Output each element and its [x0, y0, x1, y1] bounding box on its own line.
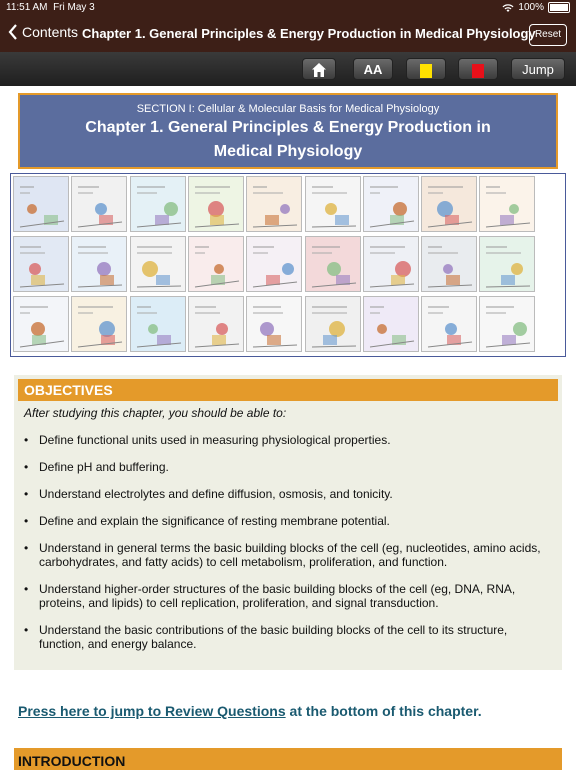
figure-thumbnail[interactable]	[130, 296, 186, 352]
figure-thumbnail[interactable]	[479, 236, 535, 292]
figure-thumbnail[interactable]	[71, 176, 127, 232]
objectives-box	[14, 375, 562, 670]
figure-thumbnail[interactable]	[479, 176, 535, 232]
figure-thumbnail[interactable]	[13, 296, 69, 352]
figure-thumbnail[interactable]	[421, 176, 477, 232]
objectives-heading: OBJECTIVES	[18, 379, 558, 401]
font-size-button[interactable]	[353, 58, 393, 80]
page-title: Chapter 1. General Principles & Energy Production in Medical Physiology	[82, 26, 536, 41]
font-size-label: AA	[363, 62, 383, 77]
figure-thumbnail[interactable]	[305, 176, 361, 232]
objectives-intro: After studying this chapter, you should be able to:	[24, 406, 287, 420]
introduction-heading-bar	[14, 748, 562, 770]
wifi-icon	[502, 3, 514, 13]
figure-thumbnail[interactable]	[363, 236, 419, 292]
figure-thumbnail[interactable]	[421, 236, 477, 292]
objectives-list	[24, 433, 554, 664]
figure-thumbnail[interactable]	[363, 296, 419, 352]
objective-item: • Understand in general terms the basic building blocks of the cell (eg, nucleotides, amino acids, carbohydrates, and fatty acids) to cell metabolism, proliferation, and function.	[24, 541, 554, 569]
chevron-left-icon	[8, 24, 18, 40]
review-questions-line	[18, 703, 482, 719]
red-swatch-icon	[472, 64, 484, 78]
home-icon	[311, 62, 327, 78]
figure-thumbnail[interactable]	[130, 236, 186, 292]
review-questions-suffix: at the bottom of this chapter.	[285, 703, 482, 719]
figure-thumbnail[interactable]	[188, 296, 244, 352]
figure-thumbnail[interactable]	[13, 236, 69, 292]
figure-thumbnail[interactable]	[363, 176, 419, 232]
status-right	[502, 2, 570, 13]
reset-button[interactable]: Reset	[529, 24, 567, 46]
objective-item: • Understand the basic contributions of the basic building blocks of the cell to its structure, function, and energy balance.	[24, 623, 554, 651]
jump-label: Jump	[522, 62, 554, 77]
figure-thumbnail[interactable]	[421, 296, 477, 352]
battery-icon	[548, 2, 570, 13]
back-button[interactable]	[8, 24, 78, 40]
highlight-yellow-button[interactable]	[406, 58, 446, 80]
status-bar	[0, 0, 576, 16]
objective-item: • Define pH and buffering.	[24, 460, 554, 474]
chapter-header	[18, 93, 558, 169]
chapter-title-line1: Chapter 1. General Principles & Energy Production in	[85, 119, 491, 136]
back-label: Contents	[22, 24, 79, 40]
objective-item: • Understand electrolytes and define diffusion, osmosis, and tonicity.	[24, 487, 554, 501]
toolbar	[0, 52, 576, 86]
chapter-title-line2: Medical Physiology	[213, 143, 363, 160]
introduction-heading: INTRODUCTION	[18, 753, 126, 769]
figure-thumbnail-grid	[10, 173, 566, 357]
objective-item: • Understand higher-order structures of the basic building blocks of the cell (eg, DNA, RNA, proteins, and lipids) to cell replication, proliferation, and signal transduction.	[24, 582, 554, 610]
figure-thumbnail[interactable]	[71, 236, 127, 292]
figure-thumbnail[interactable]	[130, 176, 186, 232]
figure-thumbnail[interactable]	[71, 296, 127, 352]
figure-thumbnail[interactable]	[246, 236, 302, 292]
review-questions-link[interactable]: Press here to jump to Review Questions	[18, 703, 286, 719]
highlight-red-button[interactable]	[458, 58, 498, 80]
figure-thumbnail[interactable]	[305, 236, 361, 292]
figure-thumbnail[interactable]	[479, 296, 535, 352]
jump-button[interactable]	[511, 58, 565, 80]
figure-thumbnail[interactable]	[13, 176, 69, 232]
figure-thumbnail[interactable]	[246, 296, 302, 352]
nav-bar	[0, 16, 576, 52]
section-subtitle: SECTION I: Cellular & Molecular Basis for Medical Physiology	[136, 103, 440, 115]
battery-percent: 100%	[518, 2, 544, 13]
yellow-swatch-icon	[420, 64, 432, 78]
figure-thumbnail[interactable]	[305, 296, 361, 352]
figure-thumbnail[interactable]	[188, 236, 244, 292]
home-button[interactable]	[302, 58, 336, 80]
objective-item: • Define and explain the significance of resting membrane potential.	[24, 514, 554, 528]
figure-thumbnail[interactable]	[246, 176, 302, 232]
figure-thumbnail[interactable]	[188, 176, 244, 232]
objective-item: • Define functional units used in measuring physiological properties.	[24, 433, 554, 447]
status-time-date: 11:51 AM Fri May 3	[6, 2, 95, 13]
